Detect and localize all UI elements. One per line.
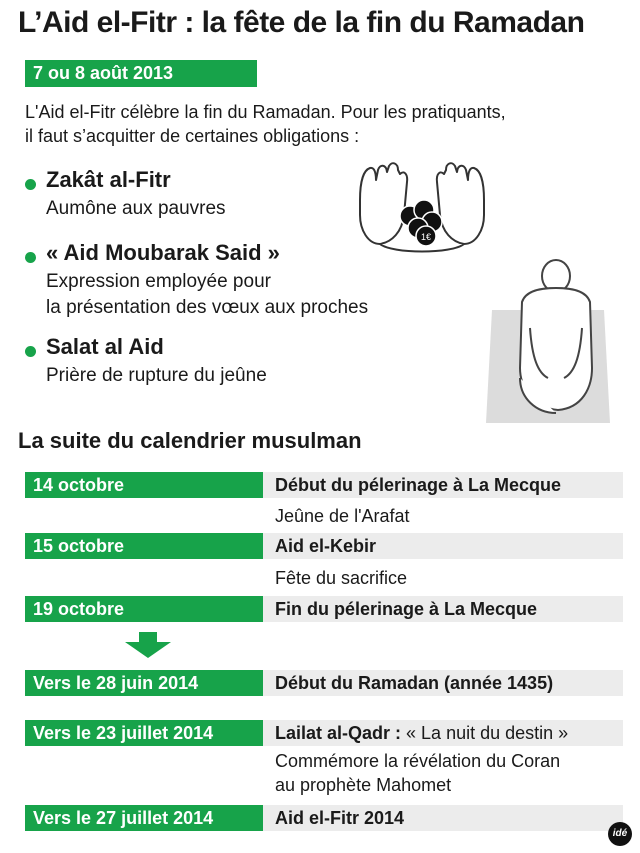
date-badge: 7 ou 8 août 2013 [25, 60, 257, 87]
calendar-date: Vers le 23 juillet 2014 [25, 720, 263, 746]
obligation-desc: la présentation des vœux aux proches [46, 297, 369, 318]
arrow-down-icon [125, 632, 171, 658]
calendar-event: Fin du pélerinage à La Mecque [275, 599, 538, 619]
bullet-dot [25, 179, 36, 190]
intro-line-1: L'Aid el-Fitr célèbre la fin du Ramadan. Pour les pratiquants, [25, 102, 506, 122]
praying-person-icon [486, 258, 610, 428]
calendar-date: 15 octobre [25, 533, 263, 559]
obligation-title: Zakât al-Fitr [46, 167, 171, 192]
calendar-event: Début du pélerinage à La Mecque [275, 475, 562, 495]
calendar-event: Aid el-Kebir [275, 536, 377, 556]
calendar-event-desc: Jeûne de l'Arafat [275, 506, 410, 526]
page-title: L’Aid el-Fitr : la fête de la fin du Ramadan [18, 6, 585, 39]
obligation-desc: Aumône aux pauvres [46, 198, 226, 219]
calendar-event-desc: Commémore la révélation du Coran [275, 751, 561, 771]
publisher-logo: idé [608, 822, 632, 846]
calendar-event-desc: au prophète Mahomet [275, 775, 452, 795]
calendar-date: Vers le 28 juin 2014 [25, 670, 263, 696]
calendar-event-desc: Fête du sacrifice [275, 568, 408, 588]
calendar-event [275, 720, 568, 746]
calendar-event: Début du Ramadan (année 1435) [275, 673, 554, 693]
calendar-date: Vers le 27 juillet 2014 [25, 805, 263, 831]
calendar-date: 19 octobre [25, 596, 263, 622]
intro-line-2: il faut s’acquitter de certaines obligations : [25, 126, 360, 146]
calendar-title: La suite du calendrier musulman [18, 428, 362, 453]
obligation-title: « Aid Moubarak Said » [46, 240, 280, 265]
calendar-date: 14 octobre [25, 472, 263, 498]
bullet-dot [25, 346, 36, 357]
obligation-title: Salat al Aid [46, 334, 164, 359]
obligation-desc: Expression employée pour [46, 271, 271, 292]
calendar-event-quote: « La nuit du destin » [401, 723, 569, 743]
calendar-event-title: Lailat al-Qadr : [275, 723, 402, 743]
bullet-dot [25, 252, 36, 263]
calendar-event: Aid el-Fitr 2014 [275, 808, 405, 828]
hands-coins-icon [352, 160, 492, 260]
intro-text [25, 100, 585, 148]
obligation-desc: Prière de rupture du jeûne [46, 365, 267, 386]
coin-label: 1€ [420, 232, 432, 242]
